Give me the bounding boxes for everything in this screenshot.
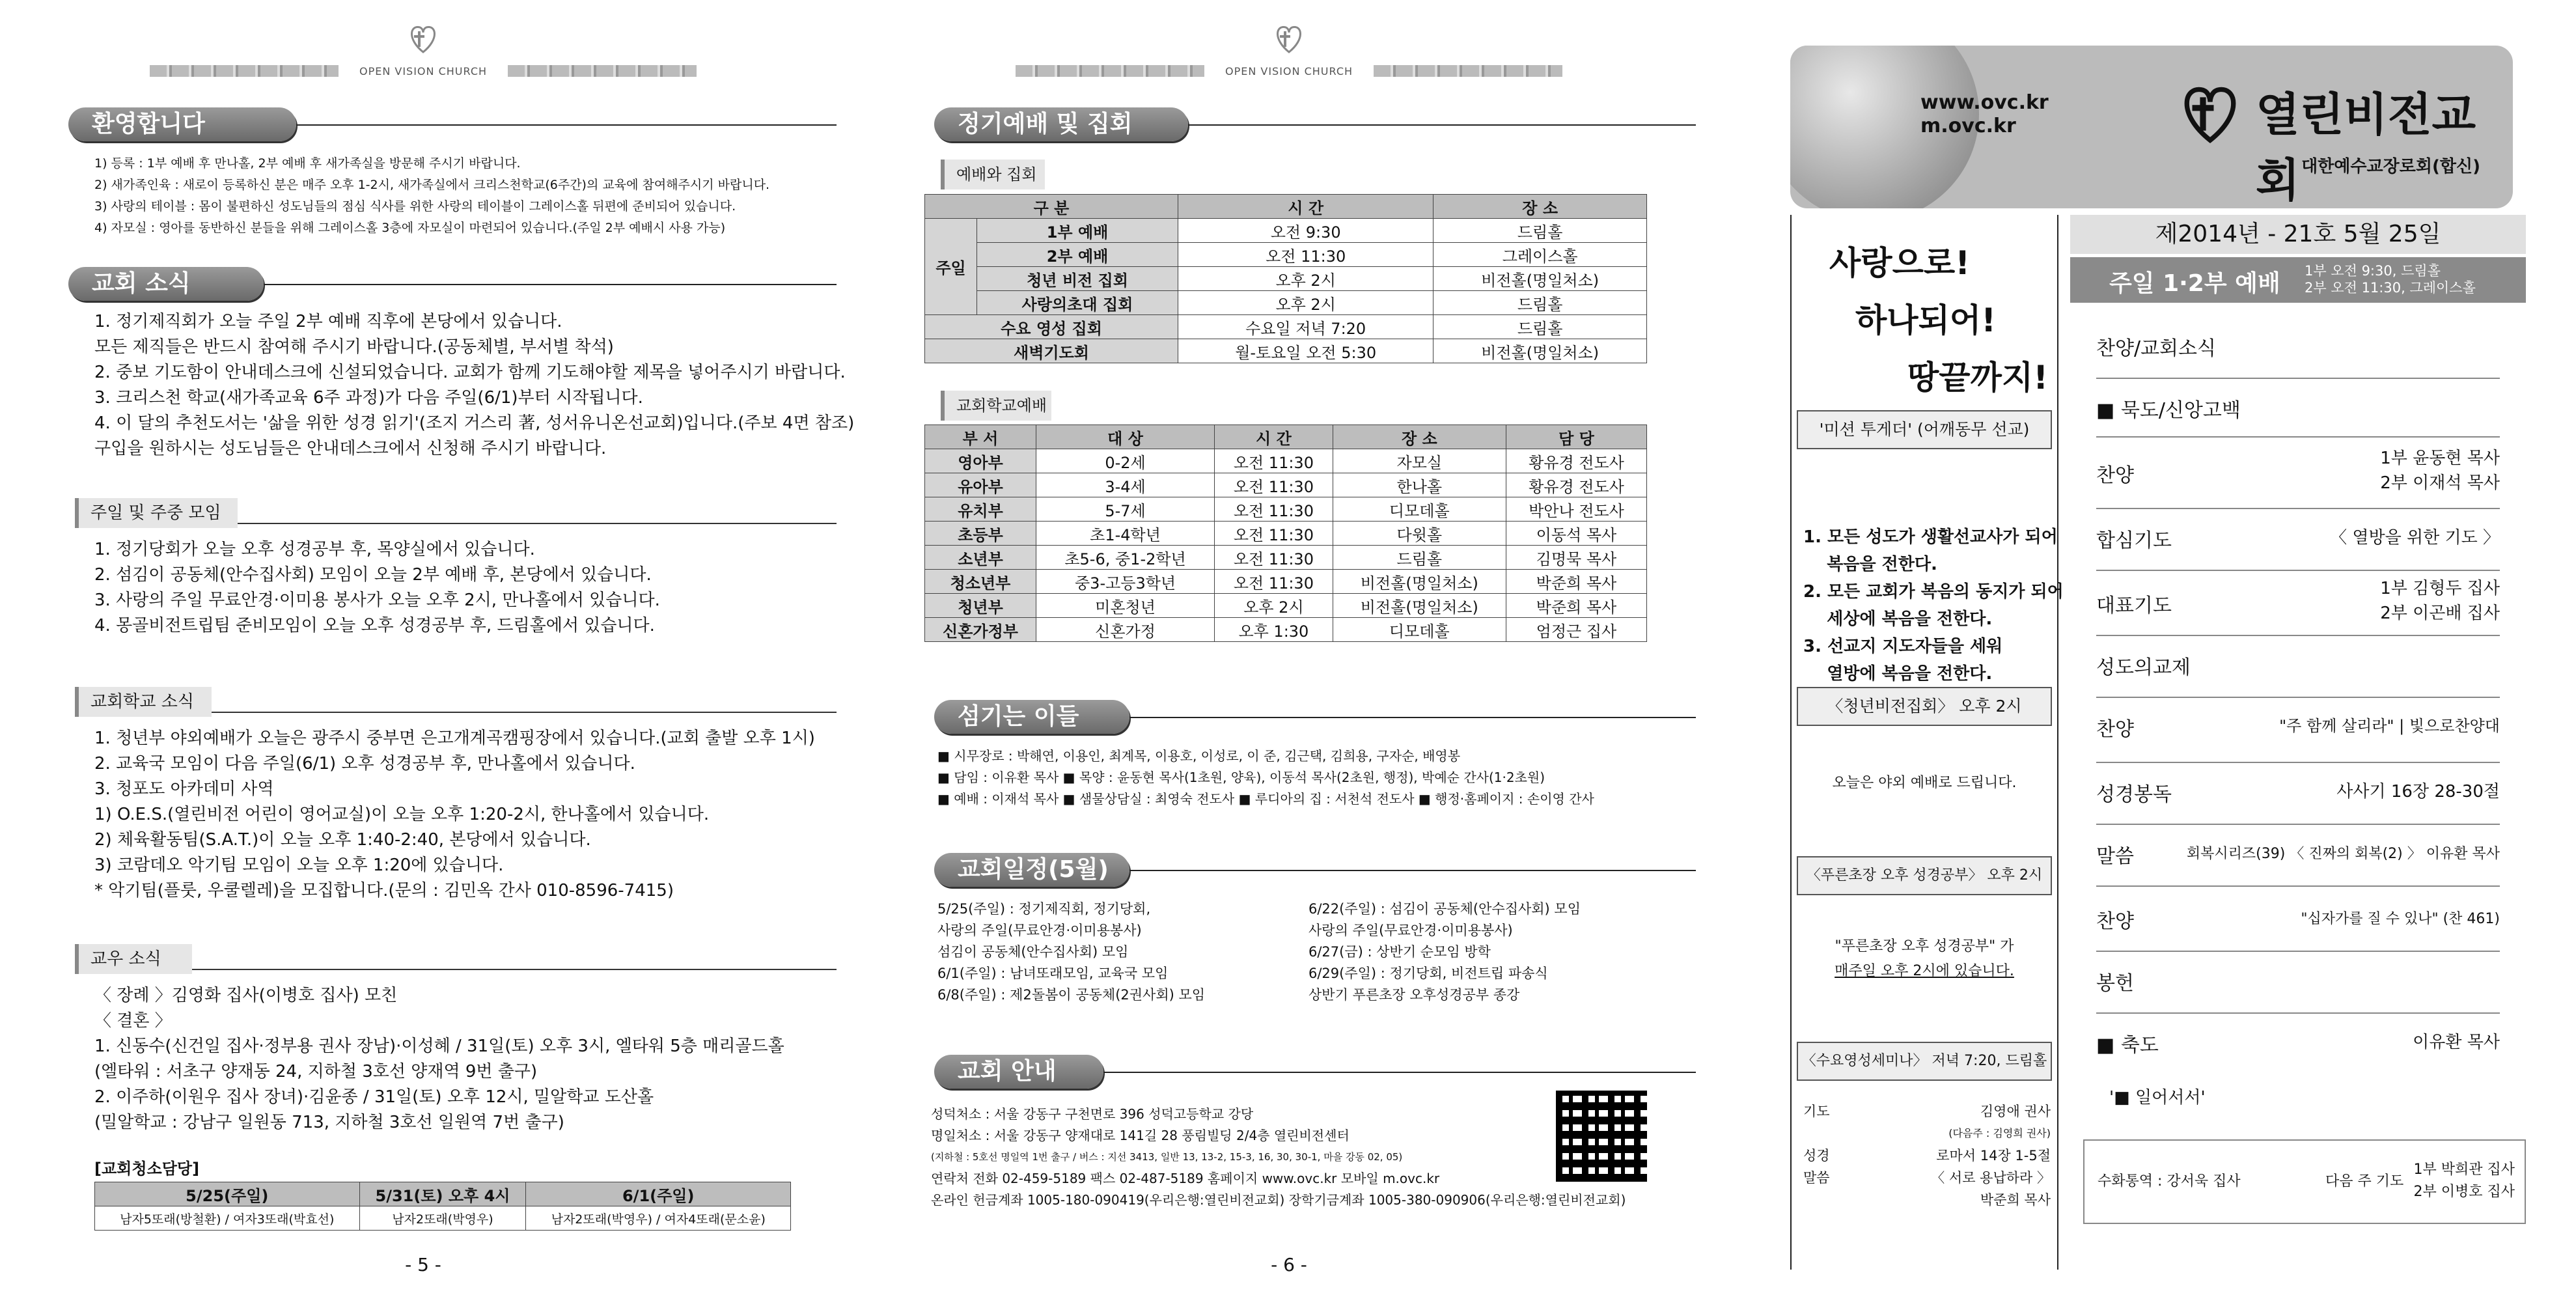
page-header [150, 20, 697, 85]
table-cell: 디모데홀 [1333, 618, 1506, 642]
table-cell: 소년부 [925, 546, 1036, 570]
table-cell: 시 간 [1178, 195, 1433, 219]
order-item: 찬양 1부 윤동현 목사 2부 이재석 목사 [2096, 449, 2500, 493]
table-cell: 신혼가정 [1036, 618, 1215, 642]
table-cell: 한나홀 [1333, 473, 1506, 497]
youth-body: 오늘은 야외 예배로 드립니다. [1832, 775, 2017, 791]
page-number: - 6 - [1271, 1254, 1307, 1275]
page-header [1016, 20, 1562, 85]
table-cell: 오후 2시 [1215, 594, 1333, 618]
table-cell: 박준희 목사 [1506, 570, 1646, 594]
urls [1920, 91, 2049, 138]
mission-list: 1. 모든 성도가 생활선교사가 되어 복음을 전한다. 2. 모든 교회가 복음의 동지가 되어 세상에 복음을 전한다. 3. 선교지 지도자들을 세워 열방에 복음을 전한다. [1803, 527, 2064, 684]
cleaning-table [94, 1182, 791, 1231]
table-cell: 수요 영성 집회 [925, 315, 1178, 339]
table-cell: 자모실 [1333, 449, 1506, 473]
slogan: 사랑으로! 하나되어! 땅끝까지! [1829, 244, 2049, 397]
table-cell: 그레이스홀 [1433, 243, 1647, 267]
table-cell: 대 상 [1036, 425, 1215, 449]
sunday-list: 1. 정기당회가 오늘 오후 성경공부 후, 목양실에서 있습니다. 2. 섬김이 공동체(안수집사회) 모임이 오늘 2부 예배 후, 본당에서 있습니다. 3. 사랑의 주일 무료안경·이미용 봉사가 오늘 오후 2시, 만나홀에서 있습니다. 4. 몽골비전트립팀 준비모임이 오늘 오후 성경공부 후, 드림홀에서 있습니다. [94, 540, 660, 635]
order-item: 찬양 "주 함께 살리라" | 빛으로찬양대 [2096, 717, 2500, 741]
issue-date: 제2014년 - 21호 5월 25일 [2070, 215, 2526, 254]
table-cell: 청소년부 [925, 570, 1036, 594]
header-bar-left [150, 65, 339, 77]
table-cell: 오전 9:30 [1178, 219, 1433, 243]
table-cell: 유치부 [925, 497, 1036, 522]
table-cell: 수요일 저녁 7:20 [1178, 315, 1433, 339]
table-cell: 장 소 [1433, 195, 1647, 219]
table-cell: 황유경 전도사 [1506, 449, 1646, 473]
table-header: 5/31(토) 오후 4시 [359, 1182, 526, 1206]
table-cell: 오전 11:30 [1215, 497, 1333, 522]
brand-text: OPEN VISION CHURCH [1225, 65, 1353, 77]
table-cell: 남자2또래(박영우) [359, 1206, 526, 1231]
cleaning-title: [교회청소담당] [94, 1160, 200, 1178]
table-cell: 영아부 [925, 449, 1036, 473]
table-cell: 0-2세 [1036, 449, 1215, 473]
table-cell: 박준희 목사 [1506, 594, 1646, 618]
table-cell: 월-토요일 오전 5:30 [1178, 339, 1433, 363]
table-cell: 오전 11:30 [1178, 243, 1433, 267]
order-item: 말씀 회복시리즈(39) 〈 진짜의 회복(2) 〉 이유환 목사 [2096, 845, 2500, 868]
table-cell: 비전홀(명일처소) [1333, 594, 1506, 618]
school-table [924, 425, 1647, 642]
table-cell: 오후 2시 [1178, 291, 1433, 315]
guide-list: 성덕처소 : 서울 강동구 구천면로 396 성덕고등학교 강당 명일처소 : 서울 강동구 양재대로 141길 28 풍림빌딩 2/4층 열린비전센터 (지하철 : 5호선 명일역 1번 출구 / 버스 : 지선 3413, 일반 13, 13-2, 15-3, 16, 30, 30-1, 마을 강동 02, 05) 연락처 전화 02-459-5189 팩스 02-487-5189 홈페이지 www.ovc.kr 모바일 m.ovc.kr 온라인 헌금계좌 1005-180-090419(우리은행:열린비전교회) 장학기금계좌 1005-380-090906(우리은행:열린비전교회) [931, 1106, 1626, 1208]
order-item: 성도의교제 [2096, 656, 2191, 679]
table-cell: 신혼가정부 [925, 618, 1036, 642]
news-heading: 교회 소식 [68, 267, 264, 301]
table-cell: 1부 예배 [977, 219, 1178, 243]
table-cell: 유아부 [925, 473, 1036, 497]
cover-banner [1790, 46, 2513, 208]
table-cell: 남자5또래(방철환) / 여자3또래(박효선) [95, 1206, 360, 1231]
order-item: 대표기도 1부 김형두 집사 2부 이곤배 집사 [2096, 579, 2500, 623]
table-cell: 초등부 [925, 522, 1036, 546]
table-cell: 오후 2시 [1178, 267, 1433, 291]
header-bar-left [1016, 65, 1204, 77]
order-item: 찬양/교회소식 [2096, 337, 2216, 360]
table-cell: 황유경 전도사 [1506, 473, 1646, 497]
table-cell: 새벽기도회 [925, 339, 1178, 363]
order-item: 봉헌 [2096, 972, 2134, 995]
table-cell: 구 분 [925, 195, 1178, 219]
sunday-subheading: 주일 및 주중 모임 [75, 498, 238, 528]
table-cell: 다윗홀 [1333, 522, 1506, 546]
order-item: 찬양 "십자가를 질 수 있나" (찬 461) [2096, 910, 2500, 933]
table-cell: 2부 예배 [977, 243, 1178, 267]
table-cell: 오전 11:30 [1215, 570, 1333, 594]
table-cell: 5-7세 [1036, 497, 1215, 522]
website-link[interactable]: www.ovc.kr [1920, 91, 2049, 114]
welcome-heading: 환영합니다 [68, 107, 296, 141]
table-cell: 초5-6, 중1-2학년 [1036, 546, 1215, 570]
worship-subheading: 예배와 집회 [941, 160, 1045, 189]
servers-heading: 섬기는 이들 [934, 700, 1129, 734]
mobile-link[interactable]: m.ovc.kr [1920, 115, 2016, 137]
table-cell: 미혼청년 [1036, 594, 1215, 618]
footer-box: 수화통역 : 강서욱 집사 다음 주 기도 1부 박희관 집사 2부 이병호 집사 [2083, 1139, 2526, 1224]
table-cell: 사랑의초대 집회 [977, 291, 1178, 315]
header-bar-right [1374, 65, 1562, 77]
standing-note: '■ 일어서서' [2109, 1088, 2206, 1107]
schedule-left: 5/25(주일) : 정기제직회, 정기당회, 사랑의 주일(무료안경·이미용봉사) 섬김이 공동체(안수집사회) 모임 6/1(주일) : 남녀또래모임, 교육국 모임 6/8(주일) : 제2돌봄이 공동체(2권사회) 모임 [937, 901, 1206, 1003]
school-subheading: 교회학교 소식 [75, 687, 212, 717]
church-logo-icon [2174, 78, 2246, 150]
table-cell: 청년 비전 집회 [977, 267, 1178, 291]
worship-table [924, 194, 1647, 363]
table-header: 6/1(주일) [526, 1182, 791, 1206]
table-cell: 오전 11:30 [1215, 449, 1333, 473]
brand-text: OPEN VISION CHURCH [359, 65, 488, 77]
table-cell: 담 당 [1506, 425, 1646, 449]
table-header: 5/25(주일) [95, 1182, 360, 1206]
table-cell: 장 소 [1333, 425, 1506, 449]
table-cell: 비전홀(명일처소) [1333, 570, 1506, 594]
members-subheading: 교우 소식 [75, 944, 192, 974]
green-title: 〈푸른초장 오후 성경공부〉 오후 2시 [1797, 856, 2052, 895]
table-cell: 시 간 [1215, 425, 1333, 449]
order-item: ■ 축도 이유환 목사 [2096, 1033, 2500, 1057]
qr-code-icon[interactable] [1556, 1091, 1647, 1182]
cover-page [1732, 0, 2576, 1295]
table-cell: 드림홀 [1433, 219, 1647, 243]
table-cell: 비전홀(명일처소) [1433, 267, 1647, 291]
school-list: 1. 청년부 야외예배가 오늘은 광주시 중부면 은고개계곡캠핑장에서 있습니다.(교회 출발 오후 1시) 2. 교육국 모임이 다음 주일(6/1) 오후 성경공부 후, 만나홀에서 있습니다. 3. 청포도 아카데미 사역 1) O.E.S.(열린비전 어린이 영어교실)이 오늘 오후 1:20-2시, 한나홀에서 있습니다. 2) 체육활동팀(S.A.T.)이 오늘 오후 1:40-2:40, 본당에서 있습니다. 3) 코람데오 악기팀 모임이 오늘 오후 1:20에 있습니다. * 악기팀(플룻, 우쿨렐레)을 모집합니다.(문의 : 김민옥 간사 010-8596-7415) [94, 729, 815, 900]
table-cell: 청년부 [925, 594, 1036, 618]
table-cell: 박안나 전도사 [1506, 497, 1646, 522]
page-6 [866, 0, 1712, 1295]
divider [2057, 215, 2058, 1270]
table-cell: 주일 [925, 219, 977, 315]
table-cell: 비전홀(명일처소) [1433, 339, 1647, 363]
wed-table: 기도 김영애 권사 (다음주 : 김영희 권사) 성경 로마서 14장 1-5절 말씀 〈 서로 용납하라 〉 박준희 목사 [1803, 1104, 2051, 1208]
welcome-list: 1) 등록 : 1부 예배 후 만나홀, 2부 예배 후 새가족실을 방문해 주시기 바랍니다. 2) 새가족인육 : 새로이 등록하신 분은 매주 오후 1-2시, 새가족실에서 크리스천학교(6주간)의 교육에 참여해주시기 바랍니다. 3) 사랑의 테이블 : 몸이 불편하신 성도님들의 점심 식사를 위한 사랑의 테이블이 그레이스홀 뒤편에 준비되어 있습니다. 4) 자모실 : 영아를 동반하신 분들을 위해 그레이스홀 3층에 자모실이 마련되어 있습니다.(주일 2부 예배시 사용 가능) [94, 156, 770, 235]
table-cell: 드림홀 [1333, 546, 1506, 570]
table-cell: 드림홀 [1433, 291, 1647, 315]
table-cell: 오전 11:30 [1215, 546, 1333, 570]
table-cell: 김명묵 목사 [1506, 546, 1646, 570]
order-item: 성경봉독 사사기 16장 28-30절 [2096, 782, 2500, 806]
church-logo-icon [1269, 20, 1309, 59]
table-cell: 드림홀 [1433, 315, 1647, 339]
order-item: 합심기도 〈 열방을 위한 기도 〉 [2096, 528, 2500, 552]
table-cell: 남자2또래(박영우) / 여자4또래(문소윤) [526, 1206, 791, 1231]
church-name: 열린비전교회 [2256, 88, 2476, 207]
table-cell: 3-4세 [1036, 473, 1215, 497]
worship-heading: 정기예배 및 집회 [934, 107, 1188, 141]
denomination: 대한예수교장로회(합신) [2301, 157, 2480, 176]
service-banner: 주일 1·2부 예배 1부 오전 9:30, 드림홀 2부 오전 11:30, 그레이스홀 [2070, 257, 2526, 303]
servers-list: ■ 시무장로 : 박해연, 이용인, 최계목, 이용호, 이성로, 이 준, 김근택, 김희용, 구자순, 배영봉 ■ 담임 : 이유환 목사 ■ 목양 : 윤동현 목사(1초원, 양육), 이동석 목사(2초원, 행정), 박예순 간사(1·2초원) ■ 예배 : 이재석 목사 ■ 샘물상담실 : 최영숙 전도사 ■ 루디아의 집 : 서천석 전도사 ■ 행정·홈페이지 : 손이영 간사 [937, 748, 1594, 807]
table-cell: 엄정근 집사 [1506, 618, 1646, 642]
order-of-service [2096, 319, 2500, 1244]
table-cell: 디모데홀 [1333, 497, 1506, 522]
news-list: 1. 정기제직회가 오늘 주일 2부 예배 직후에 본당에서 있습니다. 모든 제직들은 반드시 참여해 주시기 바랍니다.(공동체별, 부서별 착석) 2. 중보 기도함이 안내데스크에 신설되었습니다. 교회가 함께 기도해야할 제목을 넣어주시기 바랍니다. 3. 크리스천 학교(새가족교육 6주 과정)가 다음 주일(6/1)부터 시작됩니다. 4. 이 달의 추천도서는 '삶을 위한 성경 읽기'(조지 거스리 著, 성서유니온선교회)입니다.(주보 4면 참조) 구입을 원하시는 성도님들은 안내데스크에서 신청해 주시기 바랍니다. [94, 312, 855, 458]
table-cell: 부 서 [925, 425, 1036, 449]
table-cell: 오전 11:30 [1215, 473, 1333, 497]
guide-heading: 교회 안내 [934, 1055, 1103, 1089]
schedule-right: 6/22(주일) : 섬김이 공동체(안수집사회) 모임 사랑의 주일(무료안경·이미용봉사) 6/27(금) : 상반기 순모임 방학 6/29(주일) : 정기당회, 비전트립 파송식 상반기 푸른초장 오후성경공부 종강 [1309, 901, 1581, 1003]
table-cell: 오후 1:30 [1215, 618, 1333, 642]
mission-title: '미션 투게더' (어깨동무 선교) [1797, 410, 2052, 449]
divider [1790, 215, 1792, 1270]
church-logo-icon [404, 20, 443, 59]
table-cell: 중3-고등3학년 [1036, 570, 1215, 594]
header-bar-right [508, 65, 697, 77]
wed-title: 〈수요영성세미나〉 저녁 7:20, 드림홀 [1797, 1042, 2052, 1081]
green-body: "푸른초장 오후 성경공부" 가 매주일 오후 2시에 있습니다. [1835, 938, 2014, 979]
school-worship-subheading: 교회학교예배 [941, 391, 1051, 421]
page-5 [0, 0, 855, 1295]
table-cell: 이동석 목사 [1506, 522, 1646, 546]
table-cell: 초1-4학년 [1036, 522, 1215, 546]
schedule-heading: 교회일정(5월) [934, 853, 1129, 887]
page-number: - 5 - [405, 1254, 441, 1275]
order-item: ■ 묵도/신앙고백 [2096, 399, 2241, 422]
table-cell: 오전 11:30 [1215, 522, 1333, 546]
members-list: 〈 장례 〉김영화 집사(이병호 집사) 모친 〈 결혼 〉 1. 신동수(신건일 집사·정부용 권사 장남)·이성혜 / 31일(토) 오후 3시, 엘타워 5층 매리골드홀 (엘타워 : 서초구 양재동 24, 지하철 3호선 양재역 9번 출구) 2. 이주하(이원우 집사 장녀)·김윤종 / 31일(토) 오후 12시, 밀알학교 도산홀 (밀알학교 : 강남구 일원동 713, 지하철 3호선 일원역 7번 출구) [94, 986, 784, 1132]
youth-title: 〈청년비전집회〉 오후 2시 [1797, 687, 2052, 726]
